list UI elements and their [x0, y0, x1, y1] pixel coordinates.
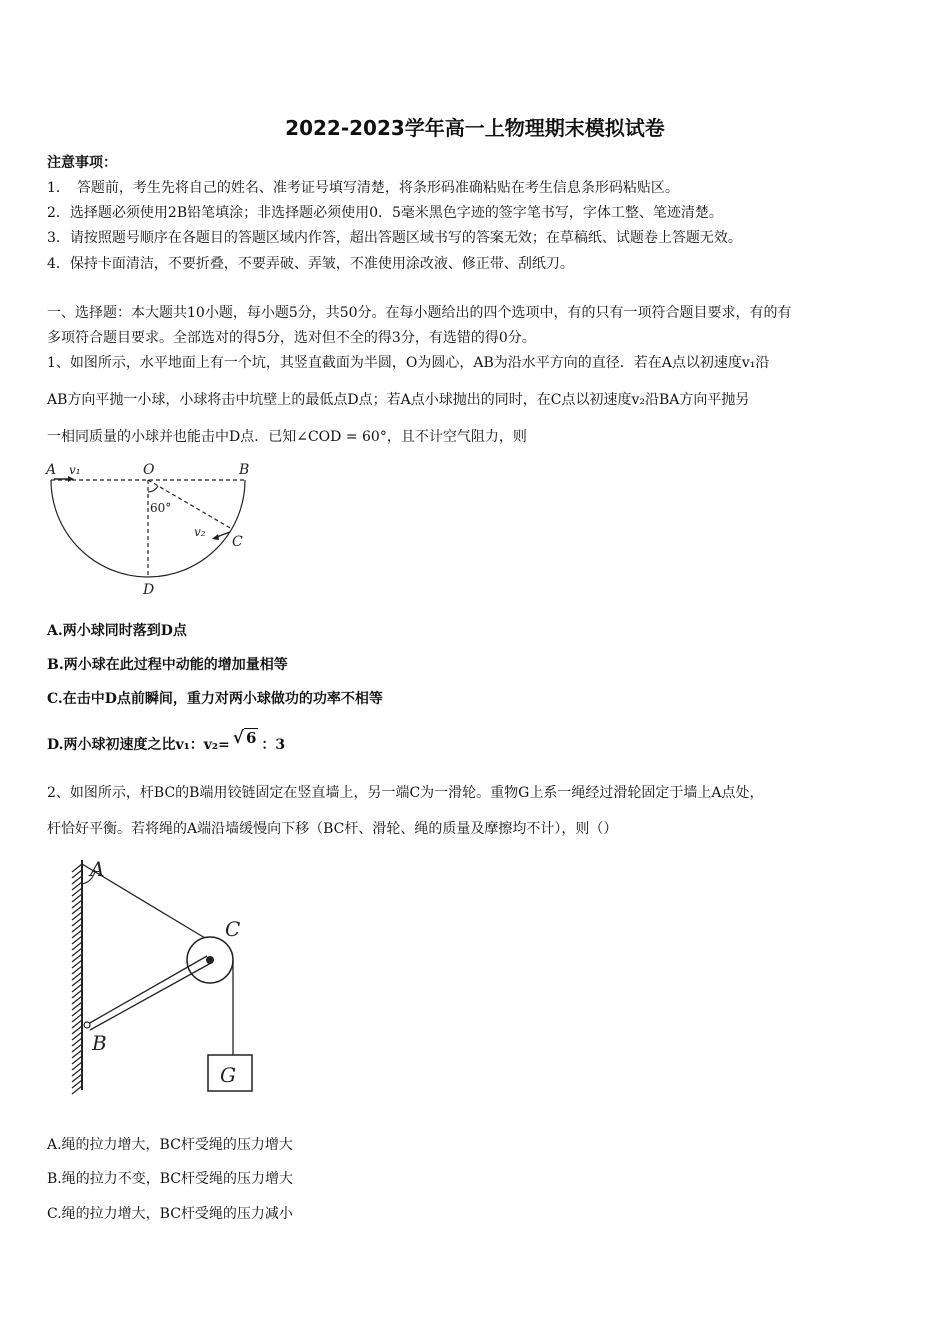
label-angle: 60° — [150, 501, 172, 515]
q1-semicircle-figure — [44, 460, 254, 600]
wall-hatching — [72, 864, 82, 1094]
pulley-axle — [206, 956, 214, 964]
notice-item: 4．保持卡面清洁，不要折叠，不要弄破、弄皱，不准使用涂改液、修正带、刮纸刀。 — [47, 256, 574, 272]
angle-arc — [148, 486, 158, 492]
q1-option-d-suffix: ：3 — [261, 737, 286, 753]
notice-item: 1． 答题前，考生先将自己的姓名、准考证号填写清楚，将条形码准确粘贴在考生信息条形码粘贴区。 — [47, 180, 679, 196]
q2-option-a: A.绳的拉力增大，BC杆受绳的压力增大 — [47, 1137, 293, 1153]
label-d: D — [143, 582, 155, 598]
label-o: O — [143, 462, 155, 478]
label-b: B — [92, 1031, 107, 1055]
notice-heading: 注意事项： — [47, 155, 117, 171]
sqrt-symbol: √ 6 — [232, 728, 257, 748]
label-v1: v₁ — [69, 463, 81, 477]
label-g: G — [220, 1063, 236, 1087]
section-instructions: 多项符合题目要求。全部选对的得5分，选对但不全的得3分，有选错的得0分。 — [47, 330, 536, 346]
q2-stem: 2、如图所示，杆BC的B端用铰链固定在竖直墙上，另一端C为一滑轮。重物G上系一绳经过滑轮固定于墙上A点处， — [47, 785, 764, 801]
q1-option-d — [47, 728, 285, 754]
q1-stem: 一相同质量的小球并也能击中D点．已知∠COD = 60°，且不计空气阻力，则 — [47, 429, 527, 445]
q1-option-d-prefix: D.两小球初速度之比v₁：v₂= — [47, 737, 230, 753]
v2-arrowhead — [212, 534, 219, 540]
q1-stem: 1、如图所示，水平地面上有一个坑，其竖直截面为半圆，O为圆心，AB为沿水平方向的直径．若在A点以初速度v₁沿 — [47, 355, 770, 371]
q1-option-c: C.在击中D点前瞬间，重力对两小球做功的功率不相等 — [47, 691, 383, 707]
q1-stem: AB方向平抛一小球，小球将击中坑壁上的最低点D点；若A点小球抛出的同时，在C点以初速度v₂沿BA方向平抛另 — [47, 392, 750, 408]
notice-item: 2．选择题必须使用2B铅笔填涂；非选择题必须使用0．5毫米黑色字迹的签字笔书写，字体工整、笔迹清楚。 — [47, 205, 723, 221]
label-c: C — [225, 917, 241, 941]
q2-option-c: C.绳的拉力增大，BC杆受绳的压力减小 — [47, 1206, 293, 1222]
sqrt-radicand: 6 — [245, 729, 257, 747]
label-b: B — [239, 462, 250, 478]
q2-pulley-figure — [60, 850, 270, 1095]
q2-option-b: B.绳的拉力不变，BC杆受绳的压力增大 — [47, 1171, 293, 1187]
label-a: A — [90, 857, 105, 881]
page-title: 2022-2023学年高一上物理期末模拟试卷 — [285, 116, 665, 140]
label-v2: v₂ — [194, 525, 206, 539]
section-instructions: 一、选择题：本大题共10小题，每小题5分，共50分。在每小题给出的四个选项中，有的只有一项符合题目要求，有的有 — [47, 305, 792, 321]
rod-bc-edge — [88, 956, 207, 1024]
label-a: A — [46, 462, 57, 478]
q2-stem: 杆恰好平衡。若将绳的A端沿墙缓慢向下移（BC杆、滑轮、绳的质量及摩擦均不计），则（） — [47, 821, 618, 837]
q1-option-b: B.两小球在此过程中动能的增加量相等 — [47, 657, 288, 673]
hinge-b — [84, 1022, 90, 1028]
q1-option-a: A.两小球同时落到D点 — [47, 623, 187, 639]
notice-item: 3．请按照题号顺序在各题目的答题区域内作答，超出答题区域书写的答案无效；在草稿纸、试题卷上答题无效。 — [47, 230, 742, 246]
rod-bc-edge — [90, 963, 211, 1030]
label-c: C — [232, 534, 243, 550]
